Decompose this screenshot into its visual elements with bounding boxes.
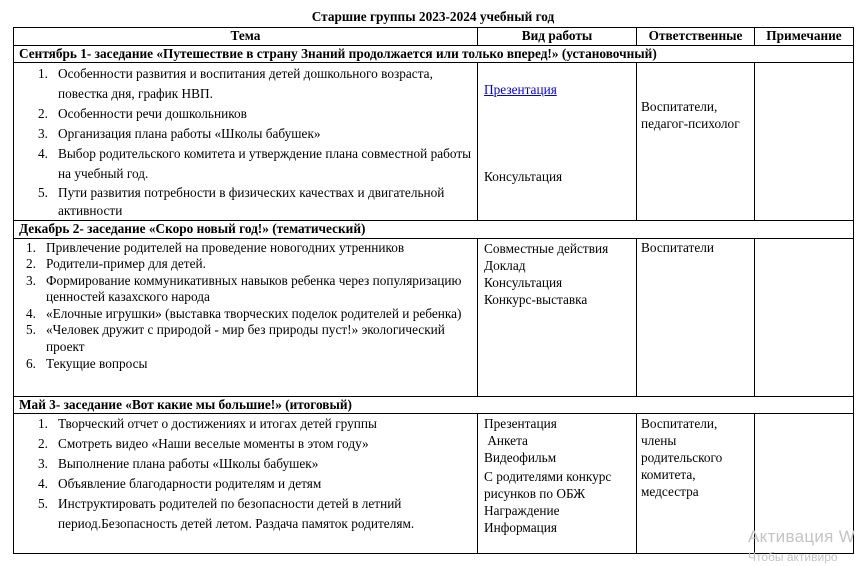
list-item: 6. Текущие вопросы: [26, 355, 148, 371]
list-item: 2. Родители-пример для детей.: [26, 256, 206, 272]
list-item: 5. «Человек дружит с природой - мир без природы пуст!» экологический проект: [26, 322, 445, 355]
work-type-item: Информация: [484, 520, 558, 535]
header-responsible: Ответственные: [637, 28, 755, 46]
list-item: 2. Смотреть видео «Наши веселые моменты в этом году»: [38, 436, 369, 451]
section-title-september: Сентябрь 1- заседание «Путешествие в страну Знаний продолжается или только вперед!» (установочный): [14, 45, 854, 63]
section-body-row: [14, 63, 854, 221]
work-type-item: Доклад: [484, 257, 526, 273]
topic-cell: [14, 238, 478, 396]
section-title-row: [14, 221, 854, 239]
list-item: 4. Выбор родительского комитета и утверждение плана совместной работы на учебный год.: [38, 146, 472, 181]
work-type-item: Презентация: [484, 416, 557, 431]
work-type-item: Совместные действия: [484, 240, 609, 256]
document-title: Старшие группы 2023-2024 учебный год: [311, 9, 555, 24]
section-title-may: Май 3- заседание «Вот какие мы большие!» (итоговый): [14, 396, 854, 414]
note-cell: [755, 63, 854, 221]
list-item: 2. Особенности речи дошкольников: [38, 106, 247, 121]
list-item: 1. Творческий отчет о достижениях и итогах детей группы: [38, 416, 377, 431]
work-type-cell: [478, 238, 637, 396]
list-item: 1. Привлечение родителей на проведение новогодних утренников: [26, 239, 405, 255]
responsible-cell: Воспитатели, члены родительского комитета, медсестра: [637, 414, 755, 554]
list-item: 3. Организация плана работы «Школы бабушек»: [38, 126, 321, 141]
activation-watermark-title: Активация W: [748, 527, 856, 546]
work-type-item: Награждение: [484, 503, 560, 518]
agenda-list: [18, 414, 473, 534]
responsible-cell: Воспитатели: [637, 238, 755, 396]
work-type-item: Конкурс-выставка: [484, 291, 588, 307]
list-item: 3. Выполнение плана работы «Школы бабушек»: [38, 456, 319, 471]
header-topic: Тема: [14, 28, 478, 46]
work-type-item: С родителями конкурс рисунков по ОБЖ: [484, 469, 612, 501]
list-item: 5. Пути развития потребности в физических качествах и двигательной активности: [38, 185, 445, 218]
presentation-link[interactable]: Презентация: [484, 82, 557, 97]
work-type-cell: [478, 63, 637, 221]
activation-watermark-subtitle: Чтобы активиро: [748, 550, 838, 564]
meetings-table: [13, 27, 854, 554]
list-item: 4. «Елочные игрушки» (выставка творческих поделок родителей и ребенка): [26, 305, 462, 321]
section-body-row: [14, 414, 854, 554]
list-item: 3. Формирование коммуникативных навыков ребенка через популяризацию ценностей казахского народа: [26, 272, 462, 305]
table-header-row: [14, 28, 854, 46]
topic-cell: [14, 414, 478, 554]
list-item: 5. Инструктировать родителей по безопасности детей в летний период.Безопасность детей летом. Раздача памяток родителям.: [38, 496, 415, 531]
work-type-item: Видеофильм: [484, 450, 557, 465]
list-item: 4. Объявление благодарности родителям и детям: [38, 476, 322, 491]
agenda-list: [18, 64, 473, 220]
header-work-type: Вид работы: [478, 28, 637, 46]
work-type-item: Консультация: [484, 274, 563, 290]
section-title-row: [14, 45, 854, 63]
agenda-list: [18, 240, 473, 373]
note-cell: [755, 238, 854, 396]
section-title-december: Декабрь 2- заседание «Скоро новый год!» (тематический): [14, 221, 854, 239]
section-body-row: [14, 238, 854, 396]
topic-cell: [14, 63, 478, 221]
list-item: 1. Особенности развития и воспитания детей дошкольного возраста, повестка дня, график НВП.: [38, 66, 433, 101]
work-type-item: Анкета: [484, 433, 528, 448]
work-type-cell: [478, 414, 637, 554]
section-title-row: [14, 396, 854, 414]
work-type-item: Консультация: [484, 169, 563, 184]
responsible-cell: Воспитатели, педагог-психолог: [637, 63, 755, 221]
header-note: Примечание: [755, 28, 854, 46]
